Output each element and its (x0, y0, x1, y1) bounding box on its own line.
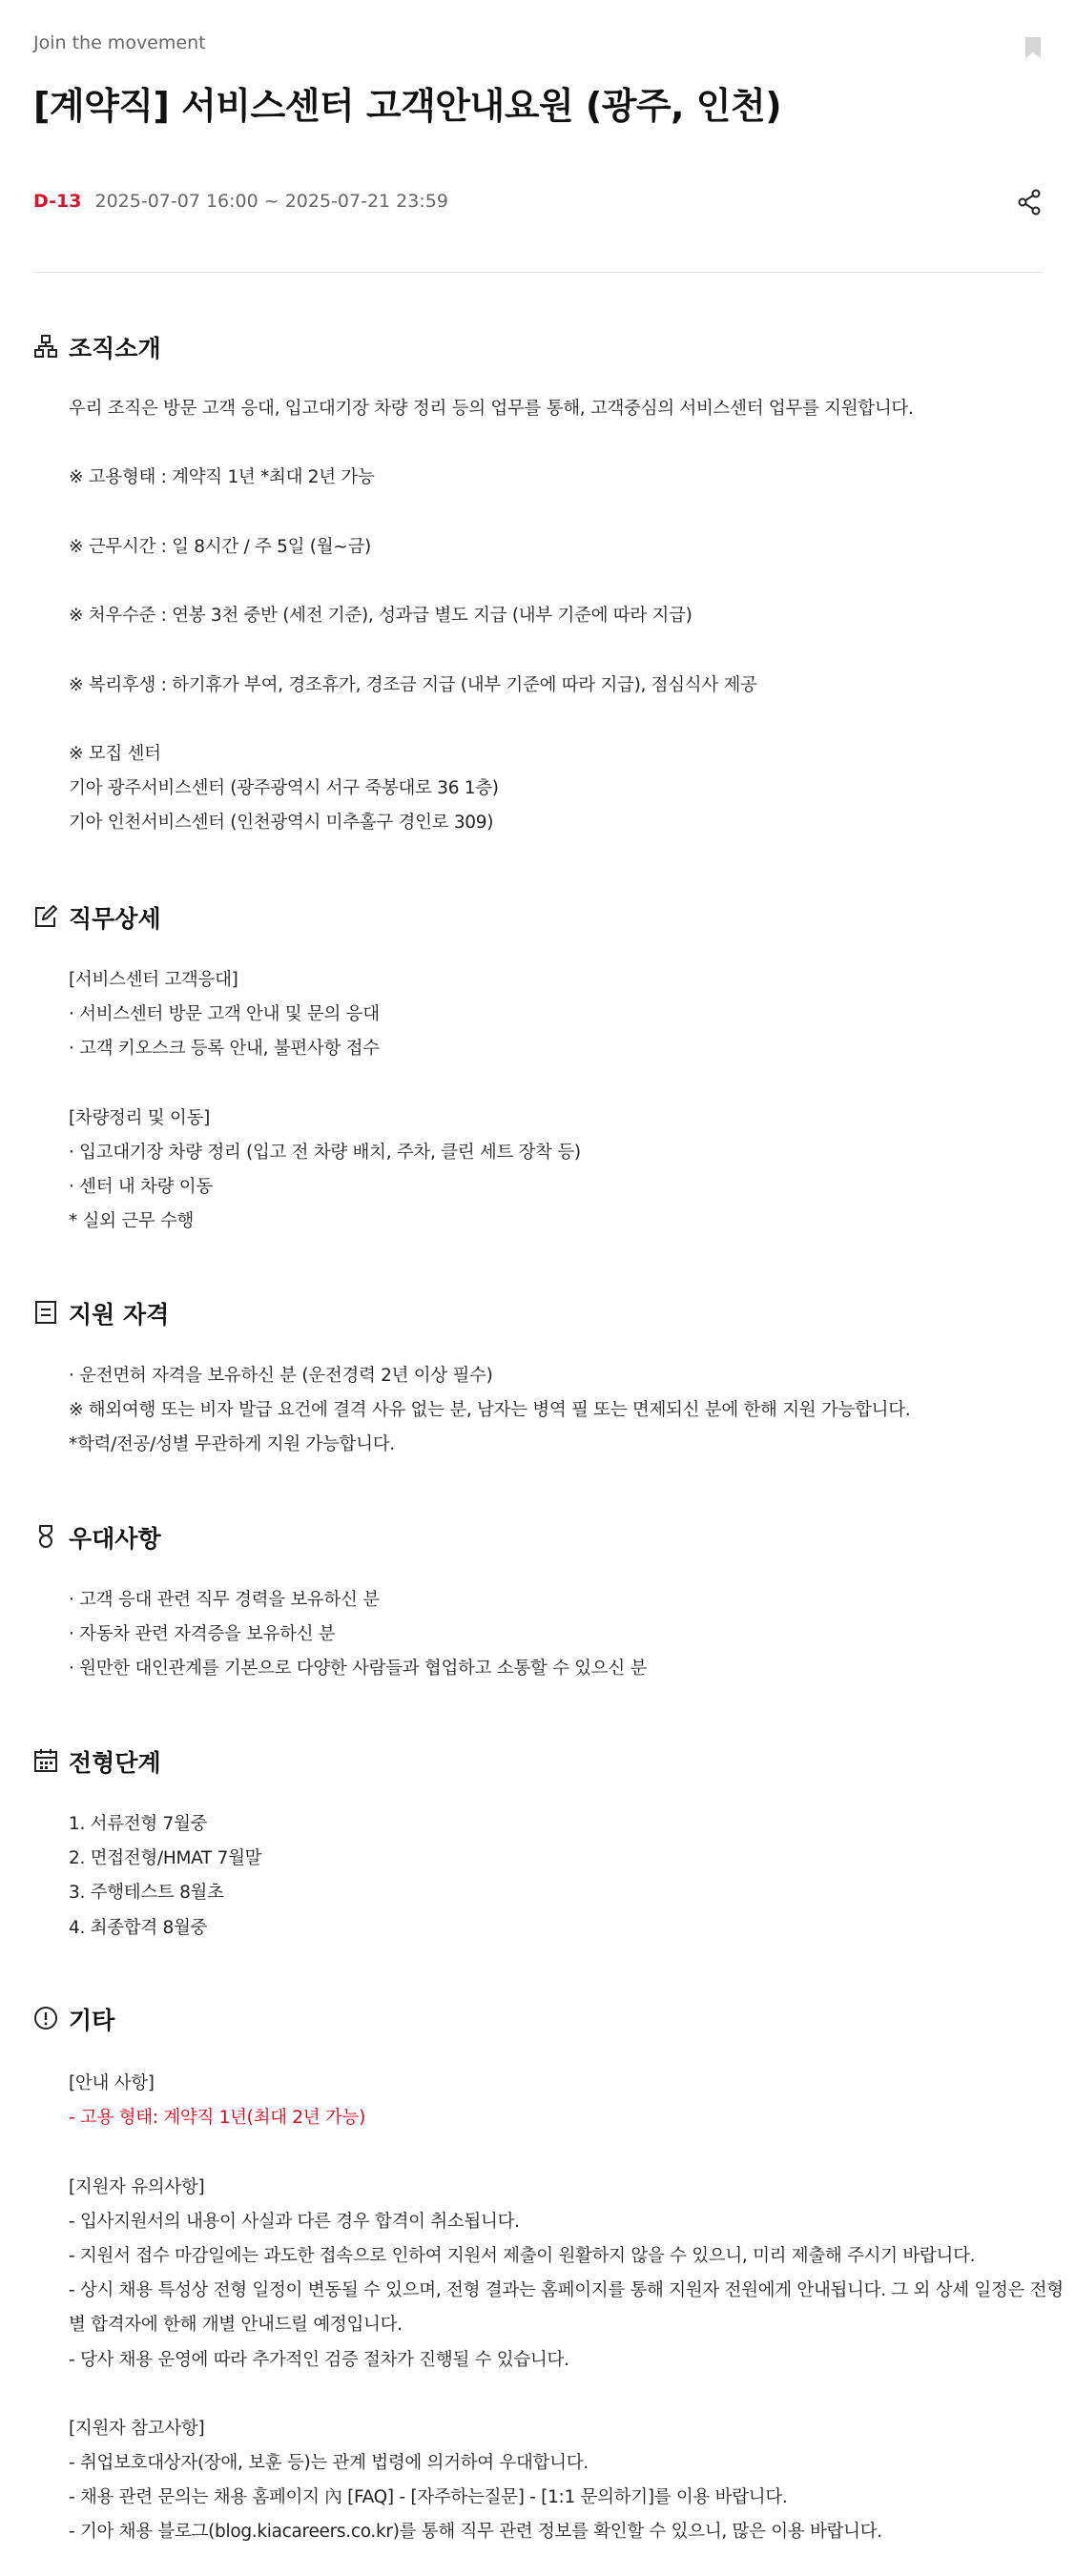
posting-meta (33, 191, 448, 212)
section-title: 지원 자격 (69, 1301, 170, 1329)
content-line: · 고객 응대 관련 직무 경력을 보유하신 분 (69, 1590, 380, 1610)
content-line (69, 2378, 1070, 2412)
content-line (69, 565, 914, 599)
content-line: · 자동차 관련 자격증을 보유하신 분 (69, 1624, 336, 1645)
section-title: 직무상세 (69, 905, 161, 933)
content-line (69, 426, 914, 461)
medal-icon (33, 1524, 58, 1549)
content-line: ※ 고용형태 : 계약직 1년 *최대 2년 가능 (69, 467, 375, 488)
content-line (69, 2135, 1070, 2170)
content-line: - 상시 채용 특성상 전형 일정이 변동될 수 있으며, 전형 결과는 홈페이지를 통해 지원자 전원에게 안내됩니다. 그 외 상세 일정은 전형 별 합격자에 한해 개별 안내드릴 예정입니다. (69, 2280, 1064, 2336)
bookmark-icon[interactable] (1024, 36, 1042, 59)
content-line: · 센터 내 차량 이동 (69, 1177, 213, 1198)
content-line: · 고객 키오스크 등록 안내, 불편사항 접수 (69, 1039, 380, 1060)
content-line: 4. 최종합격 8월중 (69, 1917, 208, 1938)
content-line: [차량정리 및 이동] (69, 1107, 210, 1128)
content-line: 1. 서류전형 7월중 (69, 1814, 208, 1834)
section-qualifications (33, 1292, 1044, 1455)
content-line: - 채용 관련 문의는 채용 홈페이지 內 [FAQ] - [자주하는질문] - [1:1 문의하기]를 이용 바랍니다. (69, 2487, 788, 2508)
content-line: ※ 모집 센터 (69, 743, 161, 764)
section-etc (33, 1998, 1064, 2543)
section-title: 우대사항 (69, 1525, 161, 1553)
content-line: 2. 면접전형/HMAT 7월말 (69, 1848, 262, 1869)
content-line: · 운전면허 자격을 보유하신 분 (운전경력 2년 이상 필수) (69, 1366, 493, 1386)
content-line: · 원만한 대인관계를 기본으로 다양한 사람들과 협업하고 소통할 수 있으신 분 (69, 1659, 648, 1680)
content-line: [지원자 유의사항] (69, 2176, 205, 2197)
content-line: [지원자 참고사항] (69, 2418, 205, 2439)
info-circle-icon (33, 2006, 58, 2030)
content-line (69, 703, 914, 737)
dday-badge: D-13 (33, 191, 82, 212)
movement-label: Join the movement (33, 32, 206, 53)
posting-period: 2025-07-07 16:00 ~ 2025-07-21 23:59 (94, 191, 448, 212)
content-line (69, 496, 914, 530)
document-icon (33, 1300, 58, 1325)
org-chart-icon (33, 334, 58, 359)
content-line: · 입고대기장 차량 정리 (입고 전 차량 배치, 주차, 클린 세트 장착 등) (69, 1142, 581, 1163)
content-line: ※ 처우수준 : 연봉 3천 중반 (세전 기준), 성과급 별도 지급 (내부 기준에 따라 지급) (69, 606, 693, 627)
content-line: ※ 근무시간 : 일 8시간 / 주 5일 (월~금) (69, 536, 371, 557)
content-line: 우리 조직은 방문 고객 응대, 입고대기장 차량 정리 등의 업무를 통해, 고객중심의 서비스센터 업무를 지원합니다. (69, 399, 914, 419)
section-organization (33, 326, 1044, 834)
content-line: 3. 주행테스트 8월초 (69, 1883, 224, 1904)
section-job-detail (33, 896, 1044, 1232)
content-line: 기아 광주서비스센터 (광주광역시 서구 죽봉대로 36 1층) (69, 778, 499, 799)
content-line: ※ 해외여행 또는 비자 발급 요건에 결격 사유 없는 분, 남자는 병역 필 또는 면제되신 분에 한해 지원 가능합니다. (69, 1400, 911, 1421)
content-line-notice: - 고용 형태: 계약직 1년(최대 2년 가능) (69, 2108, 365, 2129)
content-line (69, 1067, 581, 1102)
content-line (69, 633, 914, 668)
content-line: ※ 복리후생 : 하기휴가 부여, 경조휴가, 경조금 지급 (내부 기준에 따라 지급), 점심식사 제공 (69, 674, 757, 695)
content-line: *학력/전공/성별 무관하게 지원 가능합니다. (69, 1434, 395, 1455)
section-title: 기타 (69, 2007, 115, 2034)
page-title: [계약직] 서비스센터 고객안내요원 (광주, 인천) (33, 85, 782, 127)
share-icon[interactable] (1017, 189, 1042, 216)
content-line: 기아 인천서비스센터 (인천광역시 미추홀구 경인로 309) (69, 813, 494, 834)
content-line: - 입사지원서의 내용이 사실과 다른 경우 합격이 취소됩니다. (69, 2211, 520, 2232)
section-title: 전형단계 (69, 1749, 161, 1777)
content-line: [안내 사항] (69, 2073, 155, 2093)
header-divider (33, 272, 1042, 273)
content-line: · 서비스센터 방문 고객 안내 및 문의 응대 (69, 1004, 380, 1025)
content-line: - 당사 채용 운영에 따라 추가적인 검증 절차가 진행될 수 있습니다. (69, 2349, 569, 2370)
content-line: * 실외 근무 수행 (69, 1211, 195, 1232)
job-header (33, 0, 1042, 274)
section-process (33, 1741, 1044, 1938)
content-line: - 기아 채용 블로그(blog.kiacareers.co.kr)를 통해 직무 관련 정보를 확인할 수 있으니, 많은 이용 바랍니다. (69, 2522, 882, 2543)
section-title: 조직소개 (69, 335, 161, 362)
calendar-icon (33, 1748, 58, 1773)
content-line: - 취업보호대상자(장애, 보훈 등)는 관계 법령에 의거하여 우대합니다. (69, 2453, 589, 2474)
content-line: - 지원서 접수 마감일에는 과도한 접속으로 인하여 지원서 제출이 원활하지 않을 수 있으니, 미리 제출해 주시기 바랍니다. (69, 2245, 976, 2266)
edit-icon (33, 904, 58, 929)
section-preferences (33, 1516, 1044, 1680)
content-line: [서비스센터 고객응대] (69, 970, 238, 990)
